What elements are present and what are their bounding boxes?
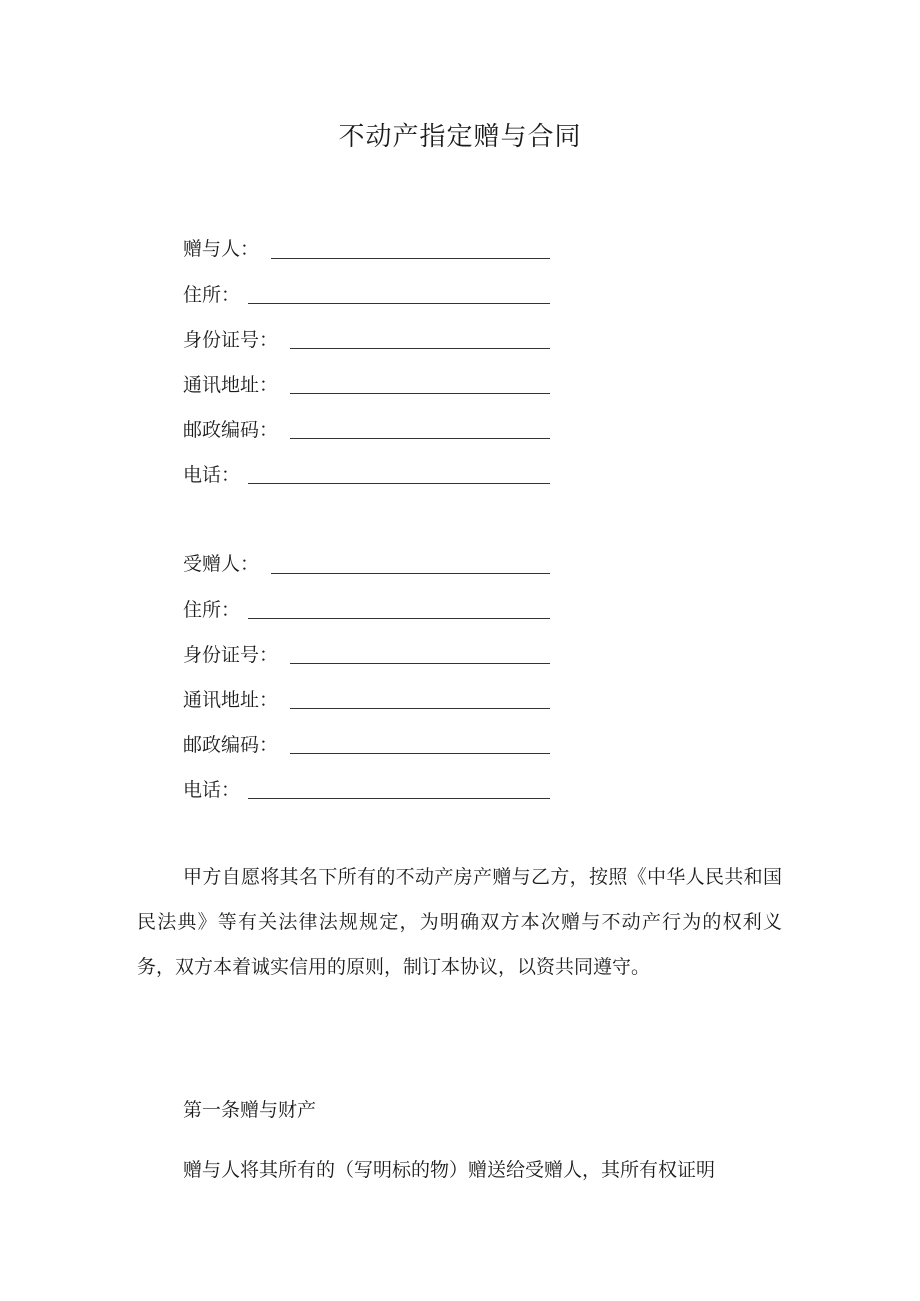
donee-name-row [183,549,259,579]
donor-id-row [183,325,278,355]
donee-mail-address-row [183,685,278,715]
donor-phone-line[interactable] [248,483,550,484]
donor-name-row [183,234,259,264]
donor-mail-address-row [183,370,278,400]
donor-postcode-label: 邮政编码： [183,419,279,441]
intro-paragraph: 甲方自愿将其名下所有的不动产房产赠与乙方，按照《中华人民共和国民法典》等有关法律法规规定，为明确双方本次赠与不动产行为的权利义务，双方本着诚实信用的原则，制订本协议，以资共同遵守。 [137,866,782,978]
donee-postcode-label: 邮政编码： [183,734,279,756]
donor-mail-address-label: 通讯地址： [183,374,279,396]
donor-address-label: 住所： [183,284,241,306]
donor-postcode-row [183,415,278,445]
donor-address-row [183,280,240,310]
donee-address-label: 住所： [183,599,241,621]
donor-name-line[interactable] [271,258,550,259]
donee-id-line[interactable] [290,663,550,664]
donor-phone-label: 电话： [183,464,241,486]
donee-id-row [183,640,278,670]
document-title: 不动产指定赠与合同 [338,122,582,152]
article-1-text: 赠与人将其所有的（写明标的物）赠送给受赠人，其所有权证明 [183,1159,716,1181]
donee-postcode-line[interactable] [290,753,550,754]
donee-mail-address-label: 通讯地址： [183,689,279,711]
donor-mail-address-line[interactable] [290,393,550,394]
donee-phone-label: 电话： [183,779,241,801]
donor-address-line[interactable] [248,303,550,304]
donor-id-label: 身份证号： [183,329,279,351]
donee-phone-row [183,775,240,805]
donor-id-line[interactable] [290,348,550,349]
donee-postcode-row [183,730,278,760]
donee-id-label: 身份证号： [183,644,279,666]
donor-name-label: 赠与人： [183,238,260,260]
donor-phone-row [183,460,240,490]
donor-postcode-line[interactable] [290,438,550,439]
donee-address-row [183,595,240,625]
donee-address-line[interactable] [248,618,550,619]
donee-name-label: 受赠人： [183,553,260,575]
article-1-heading: 第一条赠与财产 [183,1099,317,1121]
donee-name-line[interactable] [271,573,550,574]
donee-mail-address-line[interactable] [290,708,550,709]
donee-phone-line[interactable] [248,798,550,799]
